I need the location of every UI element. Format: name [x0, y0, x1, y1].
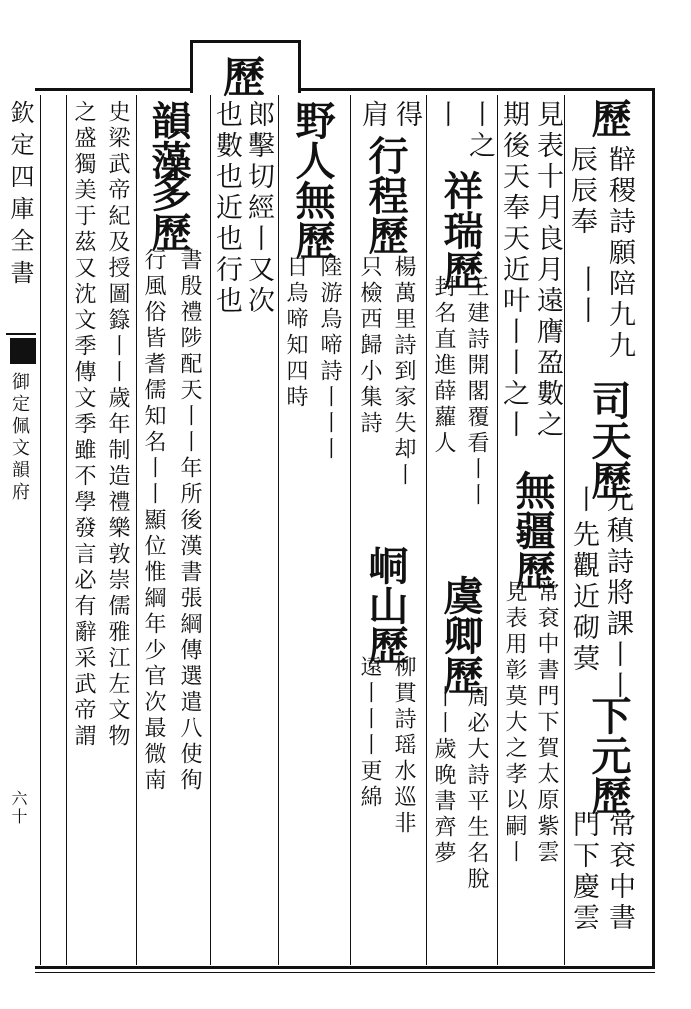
text-line: 行風俗皆耆儒知名丨丨顯位惟綱年少官次最微南 — [141, 248, 166, 794]
text-line: 也數也近也行也 — [211, 100, 242, 317]
text-line: 史梁武帝紀及授圖籙丨丨歲年制造禮樂敦崇儒雅江左文物 — [105, 100, 130, 750]
text-line: 封名直進薛蘿人 — [431, 275, 456, 457]
text-line: 王建詩開閣覆看丨丨 — [464, 275, 489, 509]
text-line: 常袞中書門下賀太原紫雲 — [534, 580, 559, 866]
frame-left-thin — [40, 95, 41, 965]
edge-block — [10, 338, 36, 364]
text-line: 郎擊切經丨又次 — [243, 100, 274, 317]
entry-heading: 行程歷 — [362, 135, 409, 255]
text-line: 之盛獨美于茲又沈文季傳文季雖不學發言必有辭采武帝謂 — [71, 100, 96, 750]
entry-heading: 司天歷 — [585, 380, 632, 500]
text-line: 丨 — [430, 100, 461, 131]
entry-heading: 無疆歷 — [509, 470, 556, 590]
frame-right — [652, 88, 655, 968]
text-line: 丨 — [568, 485, 599, 516]
text-line: 陸游烏啼詩丨丨丨 — [317, 255, 342, 463]
text-line: 只檢西歸小集詩 — [357, 255, 382, 437]
edge-divider — [6, 333, 36, 335]
entry-heading: 下元歷 — [585, 695, 632, 815]
text-line: 門下慶雲 — [568, 810, 599, 934]
column-divider — [136, 95, 137, 965]
text-line: 辥稷詩願陪九九 — [604, 145, 635, 362]
entry-heading: 虞卿歷 — [437, 575, 484, 695]
text-line: 丨丨歲晚書齊夢 — [431, 685, 456, 867]
text-line: 見表十月良月遠膺盈數之 — [532, 100, 563, 441]
entry-heading: 歷 — [585, 98, 632, 138]
frame-bottom — [35, 966, 655, 969]
frame-bottom-thin — [35, 972, 655, 973]
heading-character: 歷 — [217, 55, 266, 97]
entry-heading: 祥瑞歷 — [437, 170, 484, 290]
frame-top-left — [35, 88, 195, 91]
text-line: 丨之 — [464, 100, 495, 162]
entry-heading: 韻藻 — [145, 100, 192, 180]
text-line: 書殷禮陟配天丨丨年所後漢書張綱傳選遣八使徇 — [177, 248, 202, 794]
column-divider — [564, 95, 565, 965]
text-line: 常袞中書 — [604, 810, 635, 934]
text-line: 先觀近砌蓂 — [568, 520, 599, 675]
text-line: 楊萬里詩到家失却丨 — [391, 255, 416, 489]
text-line: 柳貫詩瑶水巡非 — [391, 655, 416, 837]
entry-heading: 峒山歷 — [362, 545, 409, 665]
column-divider — [278, 95, 279, 965]
text-line: 辰辰奉 — [566, 145, 597, 238]
column-divider — [426, 95, 427, 965]
text-line: 肩 — [357, 100, 388, 131]
text-line: 丨丨 — [570, 265, 601, 327]
frame-top-right — [292, 88, 652, 91]
edge-subtitle: 御定佩文韻府 — [9, 372, 30, 504]
text-line: 得 — [391, 100, 422, 131]
edge-title: 欽定四庫全書 — [6, 100, 34, 292]
entry-heading: 野人無歷 — [289, 100, 336, 260]
text-line: 元稹詩將課丨丨 — [602, 485, 633, 702]
text-line: 日烏啼知四時 — [283, 255, 308, 411]
text-line: 見表用彰莫大之孝以嗣丨 — [502, 580, 527, 866]
column-divider — [350, 95, 351, 965]
text-line: 周必大詩平生名脫 — [464, 685, 489, 893]
column-divider — [66, 95, 67, 965]
text-line: 遠丨丨丨更綿 — [357, 655, 382, 811]
text-line: 期後天奉天近叶丨丨之丨 — [498, 100, 529, 441]
entry-heading: 多歷 — [145, 172, 192, 252]
page-number: 六十 — [9, 790, 28, 826]
